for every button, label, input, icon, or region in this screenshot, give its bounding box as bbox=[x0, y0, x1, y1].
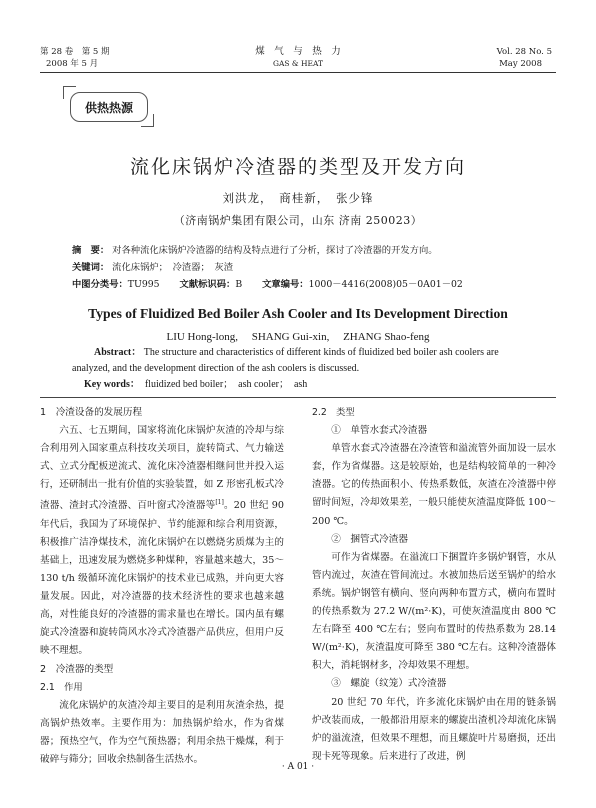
issue-date: 2008 年 5 月 bbox=[46, 59, 99, 69]
abstract-cn bbox=[72, 243, 532, 258]
volume-issue-en: Vol. 28 No. 5 bbox=[496, 47, 552, 57]
subsection-1-paragraph: 单管水套式冷渣器在冷渣管和溢流管外面加设一层水套，作为省煤器。这是较原始，也是结构较简单的一种冷渣器。它的传热面积小、传热系数低，灰渣在冷渣器中停留时间短，冷却效果差，一般只能使灰渣温度降低 100～200 ℃。 bbox=[312, 443, 556, 527]
affiliation-cn: （济南锅炉集团有限公司，山东 济南 250023） bbox=[173, 214, 423, 227]
subsection-3-heading: ③ 螺旋（纹笼）式冷渣器 bbox=[331, 678, 447, 690]
keywords-cn bbox=[72, 260, 532, 275]
keywords-en bbox=[72, 377, 542, 393]
abstract-label-cn: 摘 要： bbox=[72, 245, 110, 256]
subsection-3-paragraph: 20 世纪 70 年代，许多流化床锅炉由在用的链条锅炉改装而成，一般都沿用原来的螺旋出渣机冷却流化床锅炉的溢流渣，但效果不理想，而且螺旋叶片易磨损，还出现卡死等现象。后来进行了改进，例 bbox=[312, 696, 556, 762]
body-left-column bbox=[40, 404, 284, 769]
issue-info-en bbox=[497, 46, 552, 70]
abstract-en bbox=[72, 345, 530, 376]
classification-line bbox=[72, 277, 532, 292]
keywords-text-en: fluidized bed boiler； ash cooler； ash bbox=[144, 379, 308, 390]
body-rule bbox=[40, 397, 556, 398]
authors-cn: 刘洪龙， 商桂新， 张少锋 bbox=[222, 191, 374, 205]
title-en: Types of Fluidized Bed Boiler Ash Cooler and Its Development Direction bbox=[88, 306, 508, 321]
page-number: · A 01 · bbox=[281, 762, 315, 772]
section-1-paragraph: 六五、七五期间，国家将流化床锅炉灰渣的冷却与综合利用列入国家重点科技攻关项目，旋转筒式、气力输送式、立式分配板逆流式、流化床冷渣器相继问世并投入运行，还研制出一批有价值的实验装置，如 Z 形密孔板式冷渣器、渣封式冷渣器、百叶窗式冷渣器等[1]。20 世纪 90 年代后，我国为了环境保护、节约能源和综合利用资源，积极推广洁净煤技术，流化床锅炉在以燃烧劣质煤为主的基础上，迅速发展为燃烧多种煤种，容量越来越大，35～130 t/h 级循环流化床锅炉的技术业已成熟，并向更大容量发展。因此，对冷渣器的技术经济性的要求也越来越高，对性能良好的冷渣器的需求量也在增长。国内虽有螺旋式冷渣器和旋转筒风水冷式冷渣器产品供应，但用户反映不理想。 bbox=[40, 425, 285, 657]
keywords-label-cn: 关键词： bbox=[72, 262, 110, 273]
abstract-text-cn: 对各种流化床锅炉冷渣器的结构及特点进行了分析，探讨了冷渣器的开发方向。 bbox=[112, 245, 438, 256]
section-1-heading: 1 冷渣设备的发展历程 bbox=[40, 407, 143, 418]
clc-value: TU995 bbox=[127, 279, 160, 290]
subsection-2-heading: ② 捆管式冷渣器 bbox=[331, 533, 408, 545]
keywords-label-en: Key words： bbox=[84, 379, 140, 390]
column-badge: 供热热源 bbox=[70, 92, 148, 122]
abstract-text-en-2: analyzed, and the development direction of the ash coolers is discussed. bbox=[72, 362, 360, 374]
section-2-heading: 2 冷渣器的类型 bbox=[40, 663, 114, 675]
header-rule bbox=[40, 72, 556, 73]
page-title: 流化床锅炉冷渣器的类型及开发方向 bbox=[129, 156, 466, 178]
subsection-2-paragraph: 可作为省煤器。在溢流口下捆置许多锅炉钢管，水从管内流过，灰渣在管间流过。水被加热后送至锅炉的给水系统。锅炉钢管有横向、竖向两种布置方式，横向布置时的传热系数为 27.2 W/(m²·K)，可使灰渣温度由 800 ℃左右降至 400 ℃左右；竖向布置时的传热系数为 28.14 W/(m²·K)，灰渣温度可降至 380 ℃左右。这种冷渣器体积大，消耗钢材多，冷却效果不理想。 bbox=[312, 551, 556, 672]
clc-label: 中图分类号： bbox=[72, 279, 128, 290]
citation-ref: [1] bbox=[215, 499, 224, 507]
section-2-1-paragraph: 流化床锅炉的灰渣冷却主要目的是利用灰渣余热，提高锅炉热效率。主要作用为：加热锅炉给水，作为省煤器；预热空气，作为空气预热器；利用余热干燥煤，利于破碎与筛分；回收余热制备生活热水。 bbox=[40, 699, 284, 765]
authors-en: LIU Hong-long, SHANG Gui-xin, ZHANG Shao-feng bbox=[166, 331, 430, 343]
article-no-label: 文章编号： bbox=[262, 279, 309, 290]
abstract-label-en: Abstract： bbox=[94, 347, 142, 358]
volume-issue: 第 28 卷 第 5 期 bbox=[40, 47, 110, 57]
section-2-1-heading: 2.1 作用 bbox=[40, 681, 83, 693]
article-no-value: 1000－4416(2008)05－0A01－02 bbox=[308, 279, 463, 290]
abstract-text-en-1: The structure and characteristics of different kinds of fluidized bed boiler ash coolers are bbox=[143, 347, 499, 358]
section-2-2-heading: 2.2 类型 bbox=[312, 407, 355, 418]
doc-code-value: B bbox=[235, 279, 243, 290]
issue-date-en: May 2008 bbox=[499, 59, 542, 69]
journal-name-cn: 煤 气 与 热 力 bbox=[255, 46, 341, 57]
subsection-1-heading: ① 单管水套式冷渣器 bbox=[331, 425, 428, 437]
journal-name-en: GAS & HEAT bbox=[272, 59, 323, 68]
doc-code-label: 文献标识码： bbox=[179, 279, 236, 290]
keywords-text-cn: 流化床锅炉； 冷渣器； 灰渣 bbox=[112, 262, 234, 273]
body-right-column bbox=[312, 404, 556, 766]
